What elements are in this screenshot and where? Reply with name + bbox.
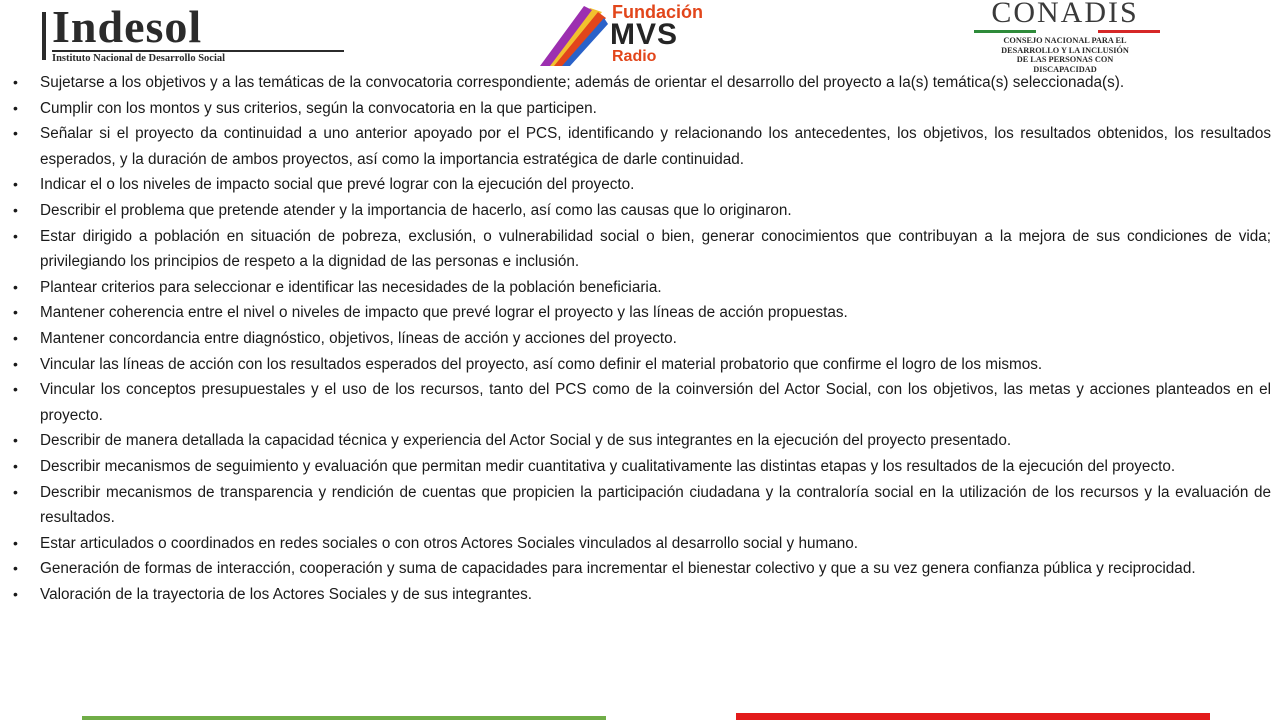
fundacion-mvs-logo [540,4,760,66]
list-item: • Mantener coherencia entre el nivel o niveles de impacto que prevé lograr el proyecto y las líneas de acción propuestas. [0,300,1280,326]
conadis-subtitle-line: CONSEJO NACIONAL PARA EL [1003,36,1127,45]
list-item: • Vincular las líneas de acción con los resultados esperados del proyecto, así como definir el material probatorio que confirme el logro de los mismos. [0,352,1280,378]
list-item: • Describir el problema que pretende atender y la importancia de hacerlo, así como las causas que lo originaron. [0,198,1280,224]
indesol-logo [42,1,348,64]
list-item: • Sujetarse a los objetivos y a las temáticas de la convocatoria correspondiente; además de orientar el desarrollo del proyecto a la(s) temática(s) seleccionada(s). [0,70,1280,96]
list-item: • Estar articulados o coordinados en redes sociales o con otros Actores Sociales vinculados al desarrollo social y humano. [0,531,1280,557]
mvs-logo-line1: Fundación [612,2,703,22]
mvs-logo-line3: Radio [612,48,657,65]
indesol-logo-name: Indesol [52,1,203,52]
conadis-subtitle-line: DISCAPACIDAD [1033,64,1097,74]
list-item: • Describir mecanismos de transparencia y rendición de cuentas que propicien la participación ciudadana y la contraloría social en la utilización de los recursos y la evaluación de resultados. [0,480,1280,531]
list-item: • Indicar el o los niveles de impacto social que prevé lograr con la ejecución del proyecto. [0,172,1280,198]
conadis-logo-name: CONADIS [991,0,1139,29]
conadis-logo-subtitle [948,36,1182,74]
conadis-logo-stripe [974,30,1160,33]
footer-red-bar [736,713,1210,720]
requirements-content [0,70,1280,607]
list-item: • Señalar si el proyecto da continuidad a uno anterior apoyado por el PCS, identificando y relacionando los antecedentes, los objetivos, los resultados obtenidos, los resultados esperados, y la duración de ambos proyectos, así como la importancia estratégica de darle continuidad. [0,121,1280,172]
list-item: • Estar dirigido a población en situación de pobreza, exclusión, o vulnerabilidad social o bien, generar conocimientos que contribuyan a la mejora de sus condiciones de vida; privilegiando los principios de respeto a la dignidad de las personas e inclusión. [0,224,1280,275]
conadis-subtitle-line: DESARROLLO Y LA INCLUSIÓN [1001,45,1129,55]
mvs-rainbow-mark-icon [540,4,608,66]
footer-green-bar [82,716,606,720]
list-item: • Cumplir con los montos y sus criterios, según la convocatoria en la que participen. [0,96,1280,122]
list-item: • Plantear criterios para seleccionar e identificar las necesidades de la población beneficiaria. [0,275,1280,301]
indesol-logo-subtitle: Instituto Nacional de Desarrollo Social [52,50,344,64]
list-item: • Describir de manera detallada la capacidad técnica y experiencia del Actor Social y de sus integrantes en la ejecución del proyecto presentado. [0,428,1280,454]
list-item: • Mantener concordancia entre diagnóstico, objetivos, líneas de acción y acciones del proyecto. [0,326,1280,352]
list-item: • Valoración de la trayectoria de los Actores Sociales y de sus integrantes. [0,582,1280,608]
list-item: • Generación de formas de interacción, cooperación y suma de capacidades para incrementar el bienestar colectivo y que a su vez genera confianza pública y reciprocidad. [0,556,1280,582]
requirements-list [0,70,1280,607]
conadis-subtitle-line: DE LAS PERSONAS CON [1016,55,1114,64]
list-item: • Describir mecanismos de seguimiento y evaluación que permitan medir cuantitativa y cualitativamente las distintas etapas y los resultados de la ejecución del proyecto. [0,454,1280,480]
mvs-logo-line2: MVS [610,18,679,51]
indesol-logo-bar [42,12,46,60]
list-item: • Vincular los conceptos presupuestales y el uso de los recursos, tanto del PCS como de la coinversión del Actor Social, con los objetivos, las metas y acciones planteados en el proyecto. [0,377,1280,428]
